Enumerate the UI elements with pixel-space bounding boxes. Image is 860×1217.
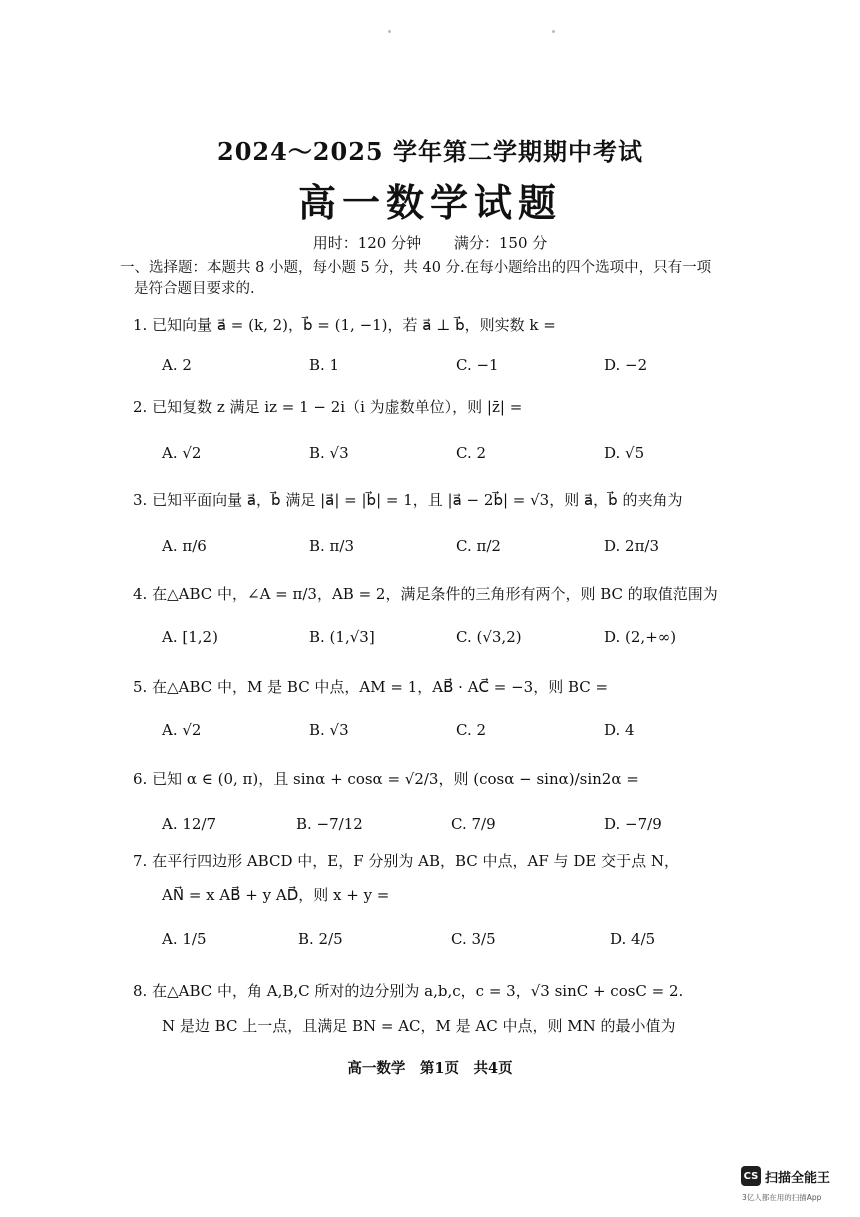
q4-option-c: C. (√3,2) (456, 628, 522, 646)
q4-option-b: B. (1,√3] (309, 628, 375, 646)
q6-option-d: D. −7/9 (604, 815, 662, 833)
q1-option-b: B. 1 (309, 356, 340, 374)
q7-option-a: A. 1/5 (162, 930, 207, 948)
instructions-line: 一、选择题：本题共 8 小题，每小题 5 分，共 40 分.在每小题给出的四个选项中，只有一项 (120, 260, 712, 276)
question-8-stem: 8. 在△ABC 中，角 A,B,C 所对的边分别为 a,b,c，c = 3，√3 sinC + cosC = 2. (133, 982, 684, 1000)
q6-option-c: C. 7/9 (451, 815, 496, 833)
q5-option-c: C. 2 (456, 721, 487, 739)
q2-option-c: C. 2 (456, 444, 487, 462)
question-6-stem: 6. 已知 α ∈ (0, π)，且 sinα + cosα = √2/3，则 (cosα − sinα)/sin2α = (133, 770, 639, 788)
q2-option-b: B. √3 (309, 444, 349, 462)
q3-option-c: C. π/2 (456, 537, 501, 555)
q4-option-d: D. (2,+∞) (604, 628, 677, 646)
q1-option-c: C. −1 (456, 356, 499, 374)
cs-logo-icon: CS (741, 1166, 761, 1186)
q2-option-a: A. √2 (162, 444, 202, 462)
question-5-stem: 5. 在△ABC 中，M 是 BC 中点，AM = 1，AB⃗ · AC⃗ = −3，则 BC = (133, 678, 609, 696)
question-3-stem: 3. 已知平面向量 a⃗，b⃗ 满足 |a⃗| = |b⃗| = 1，且 |a⃗ − 2b⃗| = √3，则 a⃗，b⃗ 的夹角为 (133, 491, 683, 509)
scan-mark (388, 30, 391, 33)
scanner-name: 扫描全能王 (765, 1170, 831, 1186)
q3-option-b: B. π/3 (309, 537, 355, 555)
exam-time: 用时：120 分钟 (312, 234, 422, 252)
q6-option-b: B. −7/12 (296, 815, 363, 833)
q7-option-d: D. 4/5 (610, 930, 656, 948)
page-footer: 高一数学 第1页 共4页 (347, 1060, 513, 1077)
q5-option-a: A. √2 (162, 721, 202, 739)
q3-option-d: D. 2π/3 (604, 537, 660, 555)
exam-meta (0, 232, 860, 253)
question-7-stem: 7. 在平行四边形 ABCD 中，E，F 分别为 AB，BC 中点，AF 与 DE 交于点 N， (133, 852, 679, 870)
q1-option-a: A. 2 (162, 356, 192, 374)
scanner-tagline: 3亿人都在用的扫描App (742, 1193, 822, 1202)
question-2-stem: 2. 已知复数 z 满足 iz = 1 − 2i（i 为虚数单位），则 |z̄| = (133, 398, 523, 416)
q5-option-b: B. √3 (309, 721, 349, 739)
exam-score: 满分：150 分 (453, 234, 548, 252)
q5-option-d: D. 4 (604, 721, 635, 739)
q4-option-a: A. [1,2) (162, 628, 218, 646)
q6-option-a: A. 12/7 (162, 815, 217, 833)
question-7-stem-line2: AN⃗ = x AB⃗ + y AD⃗，则 x + y = (162, 886, 390, 904)
subject-title: 高一数学试题 (297, 180, 562, 225)
question-4-stem: 4. 在△ABC 中，∠A = π/3，AB = 2，满足条件的三角形有两个，则 BC 的取值范围为 (133, 585, 718, 603)
section-instructions (120, 258, 754, 300)
q3-option-a: A. π/6 (162, 537, 207, 555)
scan-mark (552, 30, 555, 33)
exam-title: 2024～2025 学年第二学期期中考试 (217, 137, 643, 166)
q2-option-d: D. √5 (604, 444, 645, 462)
question-1-stem: 1. 已知向量 a⃗ = (k, 2)，b⃗ = (1, −1)，若 a⃗ ⊥ b⃗，则实数 k = (133, 316, 556, 334)
instructions-line: 是符合题目要求的. (134, 281, 255, 297)
q7-option-b: B. 2/5 (298, 930, 343, 948)
scanner-logo (741, 1166, 830, 1186)
q1-option-d: D. −2 (604, 356, 648, 374)
q7-option-c: C. 3/5 (451, 930, 496, 948)
question-8-stem-line2: N 是边 BC 上一点，且满足 BN = AC，M 是 AC 中点，则 MN 的最小值为 (162, 1017, 676, 1035)
